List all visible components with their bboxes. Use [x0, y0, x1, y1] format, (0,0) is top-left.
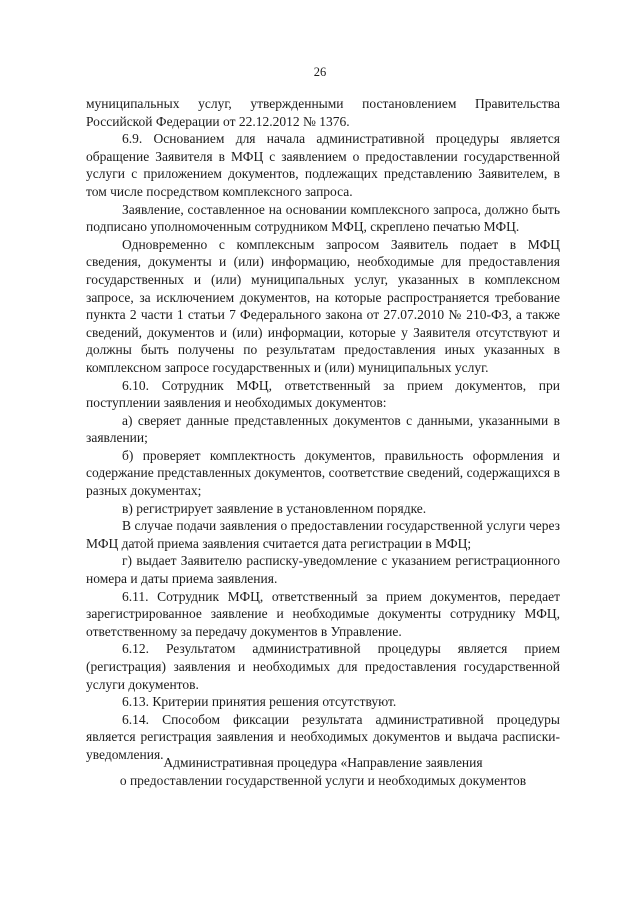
page-number: 26: [313, 65, 327, 79]
paragraph: 6.12. Результатом административной процедуры является прием (регистрация) заявления и необходимых для предоставления государственной услуги документов.: [86, 641, 560, 692]
paragraph: муниципальных услуг, утвержденными постановлением Правительства Российской Федерации от 22.12.2012 № 1376.: [86, 96, 560, 129]
paragraph: Одновременно с комплексным запросом Заявитель подает в МФЦ сведения, документы и (или) информацию, необходимые для предоставления государственных и (или) муниципальных услуг, указанных в комплексном запросе, за исключением документов, на которые распространяется требование пункта 2 части 1 статьи 7 Федерального закона от 27.07.2010 № 210-ФЗ, а также сведений, документов и (или) информации, которые у Заявителя отсутствуют и должны быть получены по результатам предоставления иных указанных в комплексном запросе государственных и (или) муниципальных услуг.: [86, 236, 560, 375]
paragraph: Заявление, составленное на основании комплексного запроса, должно быть подписано уполномоченным сотрудником МФЦ, скреплено печатью МФЦ.: [86, 201, 560, 235]
paragraph: 6.14. Способом фиксации результата административной процедуры является регистрация заявления и необходимых документов и выдача расписки-уведомления.: [86, 711, 560, 762]
paragraph: 6.10. Сотрудник МФЦ, ответственный за прием документов, при поступлении заявления и необходимых документов:: [86, 377, 560, 411]
paragraph: в) регистрирует заявление в установленном порядке.: [122, 500, 427, 516]
paragraph: г) выдает Заявителю расписку-уведомление с указанием регистрационного номера и даты приема заявления.: [86, 553, 560, 587]
paragraph: В случае подачи заявления о предоставлении государственной услуги через МФЦ датой приема заявления считается дата регистрации в МФЦ;: [86, 518, 560, 551]
paragraph: 6.13. Критерии принятия решения отсутствуют.: [122, 694, 397, 710]
section-title-line-2: о предоставлении государственной услуги и необходимых документов: [119, 772, 527, 788]
document-body: [86, 95, 560, 764]
paragraph: а) сверяет данные представленных документов с данными, указанными в заявлении;: [86, 412, 560, 446]
section-title-line-1: Административная процедура «Направление заявления: [163, 755, 483, 770]
paragraph: б) проверяет комплектность документов, правильность оформления и содержание представленных документов, соответствие сведений, содержащихся в разных документах;: [86, 447, 560, 499]
paragraph: 6.11. Сотрудник МФЦ, ответственный за прием документов, передает зарегистрированное заявление и необходимые документы сотруднику МФЦ, ответственному за передачу документов в Управление.: [86, 588, 560, 639]
section-title: [86, 754, 560, 789]
paragraph: 6.9. Основанием для начала административной процедуры является обращение Заявителя в МФЦ с заявлением о предоставлении государственной услуги с приложением документов, подлежащих представлению Заявителем, в том числе посредством комплексного запроса.: [86, 131, 560, 199]
